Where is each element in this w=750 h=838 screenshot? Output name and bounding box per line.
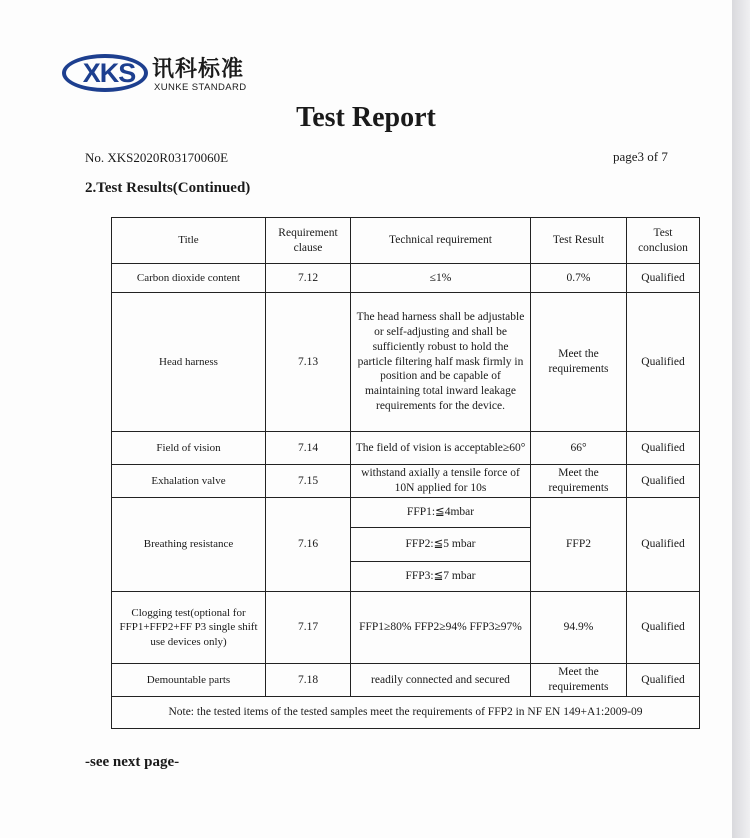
row-clause: 7.18 xyxy=(266,664,351,697)
row-conclusion: Qualified xyxy=(627,293,700,432)
row-conclusion: Qualified xyxy=(627,498,700,592)
row-clause: 7.12 xyxy=(266,264,351,293)
row-technical-ffp2: FFP2:≦5 mbar xyxy=(351,528,531,562)
xks-logo xyxy=(62,50,272,100)
row-technical: withstand axially a tensile force of 10N applied for 10s xyxy=(351,465,531,498)
row-technical: readily connected and secured xyxy=(351,664,531,697)
row-conclusion: Qualified xyxy=(627,664,700,697)
row-result: Meet the requirements xyxy=(531,664,627,697)
header-title: Title xyxy=(112,218,266,264)
row-technical: The field of vision is acceptable≥60° xyxy=(351,432,531,465)
row-result: Meet the requirements xyxy=(531,293,627,432)
table-note-row xyxy=(112,697,700,729)
row-result: FFP2 xyxy=(531,498,627,592)
row-result: Meet the requirements xyxy=(531,465,627,498)
test-results-table xyxy=(111,217,700,729)
table-row xyxy=(112,592,700,664)
row-title: Field of vision xyxy=(112,432,266,465)
logo-chinese-name: 讯科标准 xyxy=(152,57,245,82)
table-row xyxy=(112,465,700,498)
row-technical: ≤1% xyxy=(351,264,531,293)
logo-mark: XKS xyxy=(82,58,136,88)
row-clause: 7.13 xyxy=(266,293,351,432)
table-note: Note: the tested items of the tested samples meet the requirements of FFP2 in NF EN 149+A1:2009-09 xyxy=(112,697,700,729)
row-technical-ffp3: FFP3:≦7 mbar xyxy=(351,562,531,592)
row-technical-ffp1: FFP1:≦4mbar xyxy=(351,498,531,528)
row-title: Clogging test(optional for FFP1+FFP2+FF P3 single shift use devices only) xyxy=(112,592,266,664)
report-number: No. XKS2020R03170060E xyxy=(85,150,229,165)
row-title: Head harness xyxy=(112,293,266,432)
see-next-page: -see next page- xyxy=(85,754,180,770)
row-title: Carbon dioxide content xyxy=(112,264,266,293)
table-row xyxy=(112,498,700,528)
page-edge-shadow xyxy=(732,0,750,838)
row-technical: FFP1≥80% FFP2≥94% FFP3≥97% xyxy=(351,592,531,664)
row-conclusion: Qualified xyxy=(627,432,700,465)
row-title: Breathing resistance xyxy=(112,498,266,592)
row-conclusion: Qualified xyxy=(627,264,700,293)
row-result: 0.7% xyxy=(531,264,627,293)
table-row xyxy=(112,664,700,697)
section-heading: 2.Test Results(Continued) xyxy=(85,180,251,196)
row-conclusion: Qualified xyxy=(627,592,700,664)
report-title: Test Report xyxy=(296,102,436,133)
table-row xyxy=(112,432,700,465)
row-title: Exhalation valve xyxy=(112,465,266,498)
row-conclusion: Qualified xyxy=(627,465,700,498)
logo-english-name: XUNKE STANDARD xyxy=(154,82,247,93)
table-header-row xyxy=(112,218,700,264)
table-row xyxy=(112,293,700,432)
row-result: 66° xyxy=(531,432,627,465)
row-clause: 7.16 xyxy=(266,498,351,592)
row-clause: 7.17 xyxy=(266,592,351,664)
header-result: Test Result xyxy=(531,218,627,264)
table-row xyxy=(112,264,700,293)
header-conclusion: Test conclusion xyxy=(627,218,700,264)
row-result: 94.9% xyxy=(531,592,627,664)
row-clause: 7.15 xyxy=(266,465,351,498)
page-indicator: page3 of 7 xyxy=(613,149,668,164)
row-technical: The head harness shall be adjustable or self-adjusting and shall be sufficiently robust to hold the particle filtering half mask firmly in position and be capable of maintaining total inward leakage requirements for the device. xyxy=(351,293,531,432)
header-technical: Technical requirement xyxy=(351,218,531,264)
row-clause: 7.14 xyxy=(266,432,351,465)
header-clause: Requirement clause xyxy=(266,218,351,264)
row-title: Demountable parts xyxy=(112,664,266,697)
